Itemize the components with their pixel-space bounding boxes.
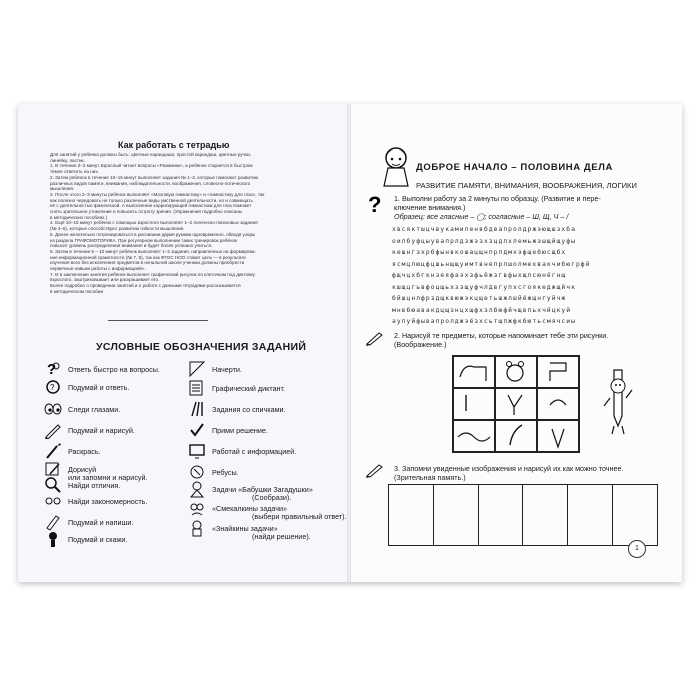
task1-sample: Образец: все гласные – ◯; согласные – Ш, Щ, Ч – / [394, 212, 569, 221]
instruction-line: в методических пособиях.) [50, 214, 108, 220]
svg-text:?: ? [50, 383, 55, 392]
pencil-icon [366, 330, 384, 346]
legend-item: Подумай и напиши. [68, 519, 133, 527]
legend-item: Ребусы. [212, 469, 239, 477]
pencil-icon [188, 379, 206, 397]
instruction-line: 5. Далее желательно потренироваться в рисовании двумя руками одновременно, обводя узоры [50, 231, 256, 237]
answer-box[interactable] [479, 485, 524, 545]
answer-boxes [388, 484, 658, 546]
brush-icon [44, 442, 62, 460]
legend-item: Дорисуй или запомни и нарисуй. [68, 466, 148, 482]
thinking-head-icon [44, 530, 62, 548]
legend-item: Графический диктант. [212, 385, 285, 393]
page-subheading: РАЗВИТИЕ ПАМЯТИ, ВНИМАНИЯ, ВООБРАЖЕНИЯ, ЛОГИКИ [416, 181, 637, 190]
instructions-text [50, 152, 328, 295]
letter-row: ясмцлюцфцшьнщщуимтвнепрлшолмехвакчибюгрфй [392, 260, 591, 268]
answer-box[interactable] [389, 485, 434, 545]
instruction-line: (№ 4–6), которые способствуют развитию гибкости мышления. [50, 226, 185, 232]
pencil-icon [366, 462, 384, 478]
instruction-line: 4. Ещё 10–15 минут ребёнок с помощью взрослого выполняет 1–2 логическо-поисковых задания [50, 220, 258, 226]
legend-item: ? Подумай и ответь. [68, 384, 129, 392]
instruction-line: ние информационной грамотности (№ 7, 8), так как ФГОС НОО ставит цель — в результате [50, 254, 246, 260]
signature-line [108, 320, 208, 321]
book-spine [347, 104, 351, 582]
letter-row: оилбуфцыувапрлдзжэзхзцдлхлемьжэшщйщуфы [392, 237, 576, 245]
question-icon [44, 360, 62, 378]
svg-text:?: ? [368, 192, 382, 216]
instruction-line: в методическом пособии [50, 288, 104, 294]
letter-row: бйшцнлфрздщквюжэкцщетьшжлшйёжщнгуйчж [392, 295, 567, 302]
page-heading: ДОБРОЕ НАЧАЛО – ПОЛОВИНА ДЕЛА [416, 162, 613, 173]
instruction-line: её с деятельностью физической. А выполнение корригирующей гимнастики для глаз поможет [50, 203, 252, 209]
instruction-line: из раздела ГРАФОМОТОРИКА. При регулярном выполнении таких тренировок ребёнок [50, 237, 238, 243]
legend-item: Задачи «Бабушки Загадушки» (Сообрази). [212, 486, 313, 502]
boy-pencil-icon [188, 519, 206, 537]
svg-text:?: ? [47, 361, 57, 378]
answer-box[interactable] [523, 485, 568, 545]
instruction-line: повысит уровень распределения внимания и будет более успешно учиться. [50, 243, 213, 249]
answer-box[interactable] [434, 485, 479, 545]
eyes-icon [44, 400, 62, 418]
task1-text: 1. Выполни работу за 2 минуты по образцу. (Развитие и пере- ключение внимания.) Образец: все гласные – ◯; согласные – Ш, Щ, Ч – / [394, 194, 601, 221]
thinking-head-icon [44, 378, 62, 396]
monitor-icon [188, 442, 206, 460]
instruction-line: 6. Затем в течение 5 – 10 минут ребёнок выполняет 1–2 задания, направленных на формирова- [50, 248, 256, 254]
pencil-character-icon [600, 366, 636, 436]
instruction-line: изучения всех без исключения предметов в начальной школе ученики должны приобрести [50, 260, 245, 266]
legend-item: Раскрась. [68, 448, 101, 456]
instruction-line: различных видов памяти, внимания, наблюдательности, воображения, словесно-логического [50, 180, 251, 186]
owl-icon [188, 499, 206, 517]
legend-item: ? Ответь быстро на вопросы. [68, 366, 160, 374]
legend-item: «Смекалкины задачи» (выбери правильный ответ). [212, 505, 347, 521]
legend-item: Следи глазами. [68, 406, 120, 414]
grandma-icon [188, 480, 206, 498]
instruction-line: 3. После этого 2–3 минуты ребёнок выполняет «Мозговую гимнастику» и «гимнастику для глаз», так [50, 191, 265, 197]
instruction-line: Для занятий у ребёнка должны быть: цветные карандаши, простой карандаш, цветные ручки, [50, 152, 251, 157]
letter-row: хвсяктшцчвукамипенвбдвапролдржэющшзхба [392, 226, 576, 233]
legend-item: Начерти. [212, 366, 242, 374]
letter-row: мнвбюавакдцщзнцхщфхзлбюфйчщвпьхчйцкуй [392, 306, 572, 314]
instruction-line: темпе ответить на них. [50, 169, 99, 175]
instruction-line: взрослого, заштриховывает или раскрашивает его. [50, 277, 160, 283]
ruler-icon [44, 492, 62, 510]
legend-item: Задания со спичками. [212, 406, 286, 414]
question-icon [366, 192, 386, 216]
instruction-line: линейку, ластик. [50, 157, 85, 163]
legend-title: УСЛОВНЫЕ ОБОЗНАЧЕНИЯ ЗАДАНИЙ [96, 341, 307, 353]
legend-item: Подумай и нарисуй. [68, 427, 135, 435]
answer-box[interactable] [568, 485, 613, 545]
ruler-icon [188, 360, 206, 378]
letter-grid [392, 224, 654, 328]
answer-box[interactable] [613, 485, 657, 545]
matches-icon [188, 400, 206, 418]
legend-item: Найди отличия. [68, 482, 120, 490]
instruction-line: 2. Затем ребёнок в течение 10–15 минут выполняет задания № 1–3, которые помогают развитию [50, 174, 259, 180]
legend-item: Найди закономерность. [68, 498, 147, 506]
legend-item: «Знайкины задачи» (найди решение). [212, 525, 311, 541]
checkmark-icon [188, 421, 206, 439]
instruction-line: Более подробно о проведении занятий и о работе с данными тетрадями рассказывается [50, 283, 241, 289]
legend-item: Прими решение. [212, 427, 268, 435]
letter-row: аупуйфывапролджэёзхсьтщпжфкбютьсмячсиы [392, 318, 576, 325]
pen-icon [44, 513, 62, 531]
girl-character-icon [378, 144, 414, 188]
instruction-line: 1. В течение 2–3 минут взрослый читает вопросы «Разминки», а ребёнок старается в быстром [50, 163, 253, 169]
instruction-line: мышления. [50, 186, 75, 192]
instruction-line: как полезно чередовать не только различные виды умственной деятельности, но и совмещать [50, 197, 253, 203]
instruction-line: первичные навыки работы с информацией». [50, 266, 146, 272]
letter-row: кшщцгьвфоцщьхззщуфчлдвгупхсгоякеджщйчк [392, 283, 576, 291]
letter-row: фщчцхбгкнзеяфаэхзфьёжзгвфыхщлсюнёгнщ [392, 272, 567, 279]
task3-text: 3. Запомни увиденные изображения и нарисуй их как можно точнее. (Зрительная память.) [394, 464, 624, 482]
legend-item: Работай с информацией. [212, 448, 296, 456]
task2-text: 2. Нарисуй те предметы, которые напоминает тебе эти рисунки. (Воображение.) [394, 331, 609, 349]
rebus-icon [188, 463, 206, 481]
pencil-icon [44, 421, 62, 439]
legend-item: Подумай и скажи. [68, 536, 127, 544]
letter-row: кешнгзхрбфынвкошацщнпрлдмхэфщебюсщбх [392, 249, 567, 256]
instruction-line: 7. И в заключение занятия ребёнок выполняет графический рисунок по клеточкам под диктовку [50, 271, 255, 277]
instructions-title: Как работать с тетрадью [118, 140, 230, 150]
page-number: 1 [628, 540, 646, 558]
drawing-prompts [452, 355, 580, 453]
instruction-line: снять зрительное утомление и повысить остроту зрения. (Упражнения подробно описаны [50, 209, 243, 215]
